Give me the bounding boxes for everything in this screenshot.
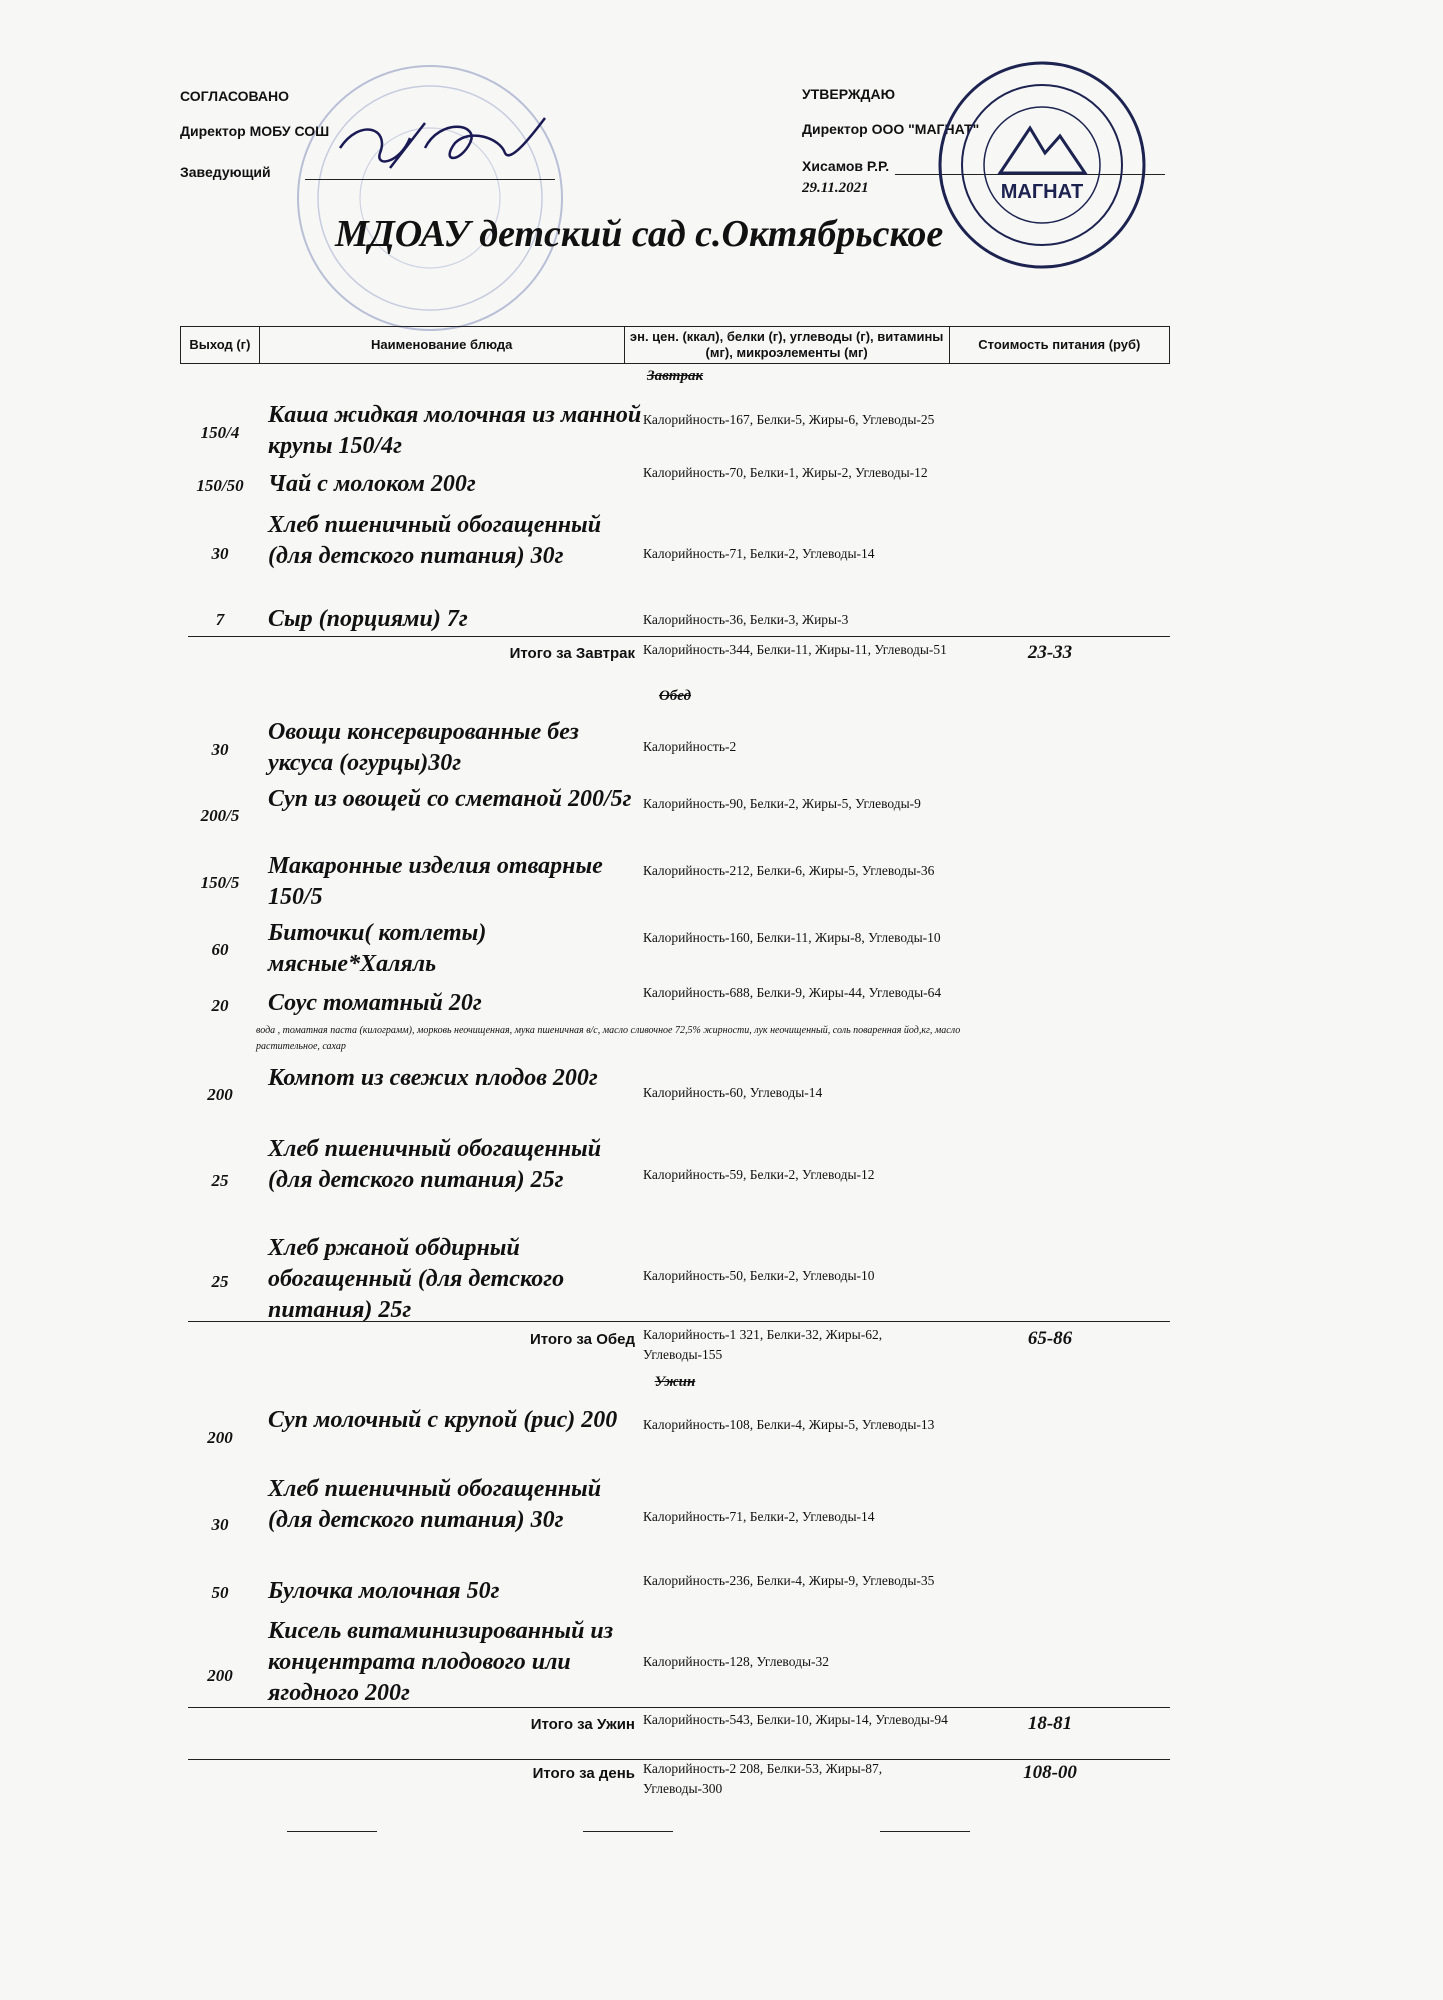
row-output: 50: [211, 1583, 229, 1602]
row-nutrition: Калорийность-160, Белки-11, Жиры-8, Углеводы-10: [643, 930, 941, 945]
total-cost-breakfast: 23-33: [1027, 642, 1073, 663]
row-output: 25: [211, 1171, 229, 1190]
row-nutrition: Калорийность-167, Белки-5, Жиры-6, Углеводы-25: [643, 412, 935, 427]
director-name: Хисамов Р.Р.: [802, 158, 890, 174]
agreed-label: СОГЛАСОВАНО: [180, 88, 289, 104]
signature-line-3: [880, 1831, 970, 1832]
school-director-label: Директор МОБУ СОШ: [180, 123, 330, 139]
row-nutrition: Калорийность-90, Белки-2, Жиры-5, Углеводы-9: [643, 796, 921, 811]
total-label-breakfast: Итого за Завтрак: [509, 645, 635, 662]
row-dish-name: Макаронные изделия отварные 150/5: [268, 853, 603, 910]
total-nutrition-breakfast: Калорийность-344, Белки-11, Жиры-11, Углеводы-51: [643, 642, 947, 657]
total-cost-lunch: 65-86: [1027, 1328, 1073, 1349]
total-label-dinner: Итого за Ужин: [530, 1716, 635, 1733]
document-title: МДОАУ детский сад с.Октябрьское: [335, 213, 944, 255]
row-dish-name: Кисель витаминизированный из концентрата плодового или ягодного 200г: [268, 1618, 614, 1706]
table-header: [180, 326, 1170, 364]
col-dish-header: Наименование блюда: [260, 327, 625, 363]
row-nutrition: Калорийность-59, Белки-2, Углеводы-12: [643, 1167, 875, 1182]
row-nutrition: Калорийность-688, Белки-9, Жиры-44, Углеводы-64: [643, 985, 942, 1000]
row-nutrition: Калорийность-50, Белки-2, Углеводы-10: [643, 1268, 875, 1283]
row-nutrition: Калорийность-128, Углеводы-32: [643, 1654, 830, 1669]
approve-label: УТВЕРЖДАЮ: [802, 86, 896, 102]
row-nutrition: Калорийность-2: [643, 739, 737, 754]
row-output: 200: [207, 1428, 233, 1447]
row-dish-name: Хлеб ржаной обдирный обогащенный (для детского питания) 25г: [268, 1235, 565, 1323]
row-output: 30: [211, 1515, 229, 1534]
row-nutrition: Калорийность-60, Углеводы-14: [643, 1085, 823, 1100]
row-nutrition: Калорийность-36, Белки-3, Жиры-3: [643, 612, 849, 627]
row-dish-name: Овощи консервированные без уксуса (огурцы)30г: [268, 719, 579, 776]
row-nutrition: Калорийность-71, Белки-2, Углеводы-14: [643, 1509, 875, 1524]
row-output: 30: [211, 544, 229, 563]
row-dish-name: Хлеб пшеничный обогащенный (для детского питания) 25г: [268, 1136, 602, 1193]
row-dish-name: Сыр (порциями) 7г: [268, 606, 468, 632]
company-stamp: [935, 58, 1150, 273]
section-title-lunch: Обед: [658, 688, 692, 704]
total-divider: [188, 1321, 1170, 1322]
row-output: 200/5: [200, 806, 240, 825]
row-output: 7: [215, 610, 225, 629]
row-dish-name: Хлеб пшеничный обогащенный (для детского питания) 30г: [268, 1476, 602, 1533]
row-output: 200: [207, 1666, 233, 1685]
section-title-breakfast: Завтрак: [646, 368, 704, 384]
section-title-dinner: Ужин: [654, 1374, 696, 1390]
row-dish-name: Каша жидкая молочная из манной крупы 150/4г: [268, 402, 642, 459]
approval-date: 29.11.2021: [802, 180, 869, 196]
row-dish-name: Булочка молочная 50г: [268, 1578, 500, 1604]
signature-line-1: [287, 1831, 377, 1832]
row-dish-name: Суп молочный с крупой (рис) 200: [268, 1407, 618, 1433]
row-nutrition: Калорийность-108, Белки-4, Жиры-5, Углеводы-13: [643, 1417, 935, 1432]
row-output: 25: [211, 1272, 229, 1291]
row-output: 60: [211, 940, 229, 959]
col-cost-header: Стоимость питания (руб): [978, 337, 1141, 352]
row-dish-name: Чай с молоком 200г: [268, 471, 476, 497]
total-nutrition-dinner: Калорийность-543, Белки-10, Жиры-14, Углеводы-94: [643, 1712, 948, 1727]
row-output: 30: [211, 740, 229, 759]
day-total-cost: 108-00: [1023, 1762, 1077, 1783]
total-nutrition-lunch: Калорийность-1 321, Белки-32, Жиры-62, Углеводы-155: [643, 1327, 883, 1362]
row-output: 200: [207, 1085, 233, 1104]
day-total-nutrition: Калорийность-2 208, Белки-53, Жиры-87, Углеводы-300: [643, 1761, 883, 1796]
row-output: 150/5: [200, 873, 240, 892]
row-output: 150/50: [196, 476, 244, 495]
row-dish-name: Суп из овощей со сметаной 200/5г: [268, 786, 632, 812]
sauce-ingredients-note: вода , томатная паста (килограмм), морковь неочищенная, мука пшеничная в/с, масло сливочное 72,5% жирности, лук неочищенный, соль поваренная йод,кг, масло растительное, сахар: [256, 1025, 961, 1052]
row-dish-name: Компот из свежих плодов 200г: [268, 1065, 598, 1091]
row-nutrition: Калорийность-236, Белки-4, Жиры-9, Углеводы-35: [643, 1573, 935, 1588]
signature-left: [330, 108, 560, 188]
school-seal: [290, 58, 570, 338]
row-output: 150/4: [200, 423, 240, 442]
row-nutrition: Калорийность-212, Белки-6, Жиры-5, Углеводы-36: [643, 863, 935, 878]
col-output-header: Выход (г): [181, 327, 260, 363]
row-dish-name: Хлеб пшеничный обогащенный (для детского питания) 30г: [268, 512, 602, 569]
row-dish-name: Соус томатный 20г: [268, 990, 482, 1016]
row-nutrition: Калорийность-70, Белки-1, Жиры-2, Углеводы-12: [643, 465, 928, 480]
stamp-center-text: МАГНАТ: [1000, 181, 1084, 203]
company-director-label: Директор ООО "МАГНАТ": [802, 121, 980, 137]
total-divider: [188, 636, 1170, 637]
row-dish-name: Биточки( котлеты) мясные*Халяль: [268, 920, 487, 977]
total-divider: [188, 1707, 1170, 1708]
day-total-label: Итого за день: [532, 1765, 635, 1782]
row-nutrition: Калорийность-71, Белки-2, Углеводы-14: [643, 546, 875, 561]
signature-line-2: [583, 1831, 673, 1832]
total-cost-dinner: 18-81: [1027, 1713, 1073, 1734]
row-output: 20: [211, 996, 229, 1015]
col-nutrition-header: эн. цен. (ккал), белки (г), углеводы (г), витамины (мг), микроэлементы (мг): [625, 327, 950, 363]
head-label: Заведующий: [180, 164, 271, 180]
total-label-lunch: Итого за Обед: [529, 1331, 635, 1348]
